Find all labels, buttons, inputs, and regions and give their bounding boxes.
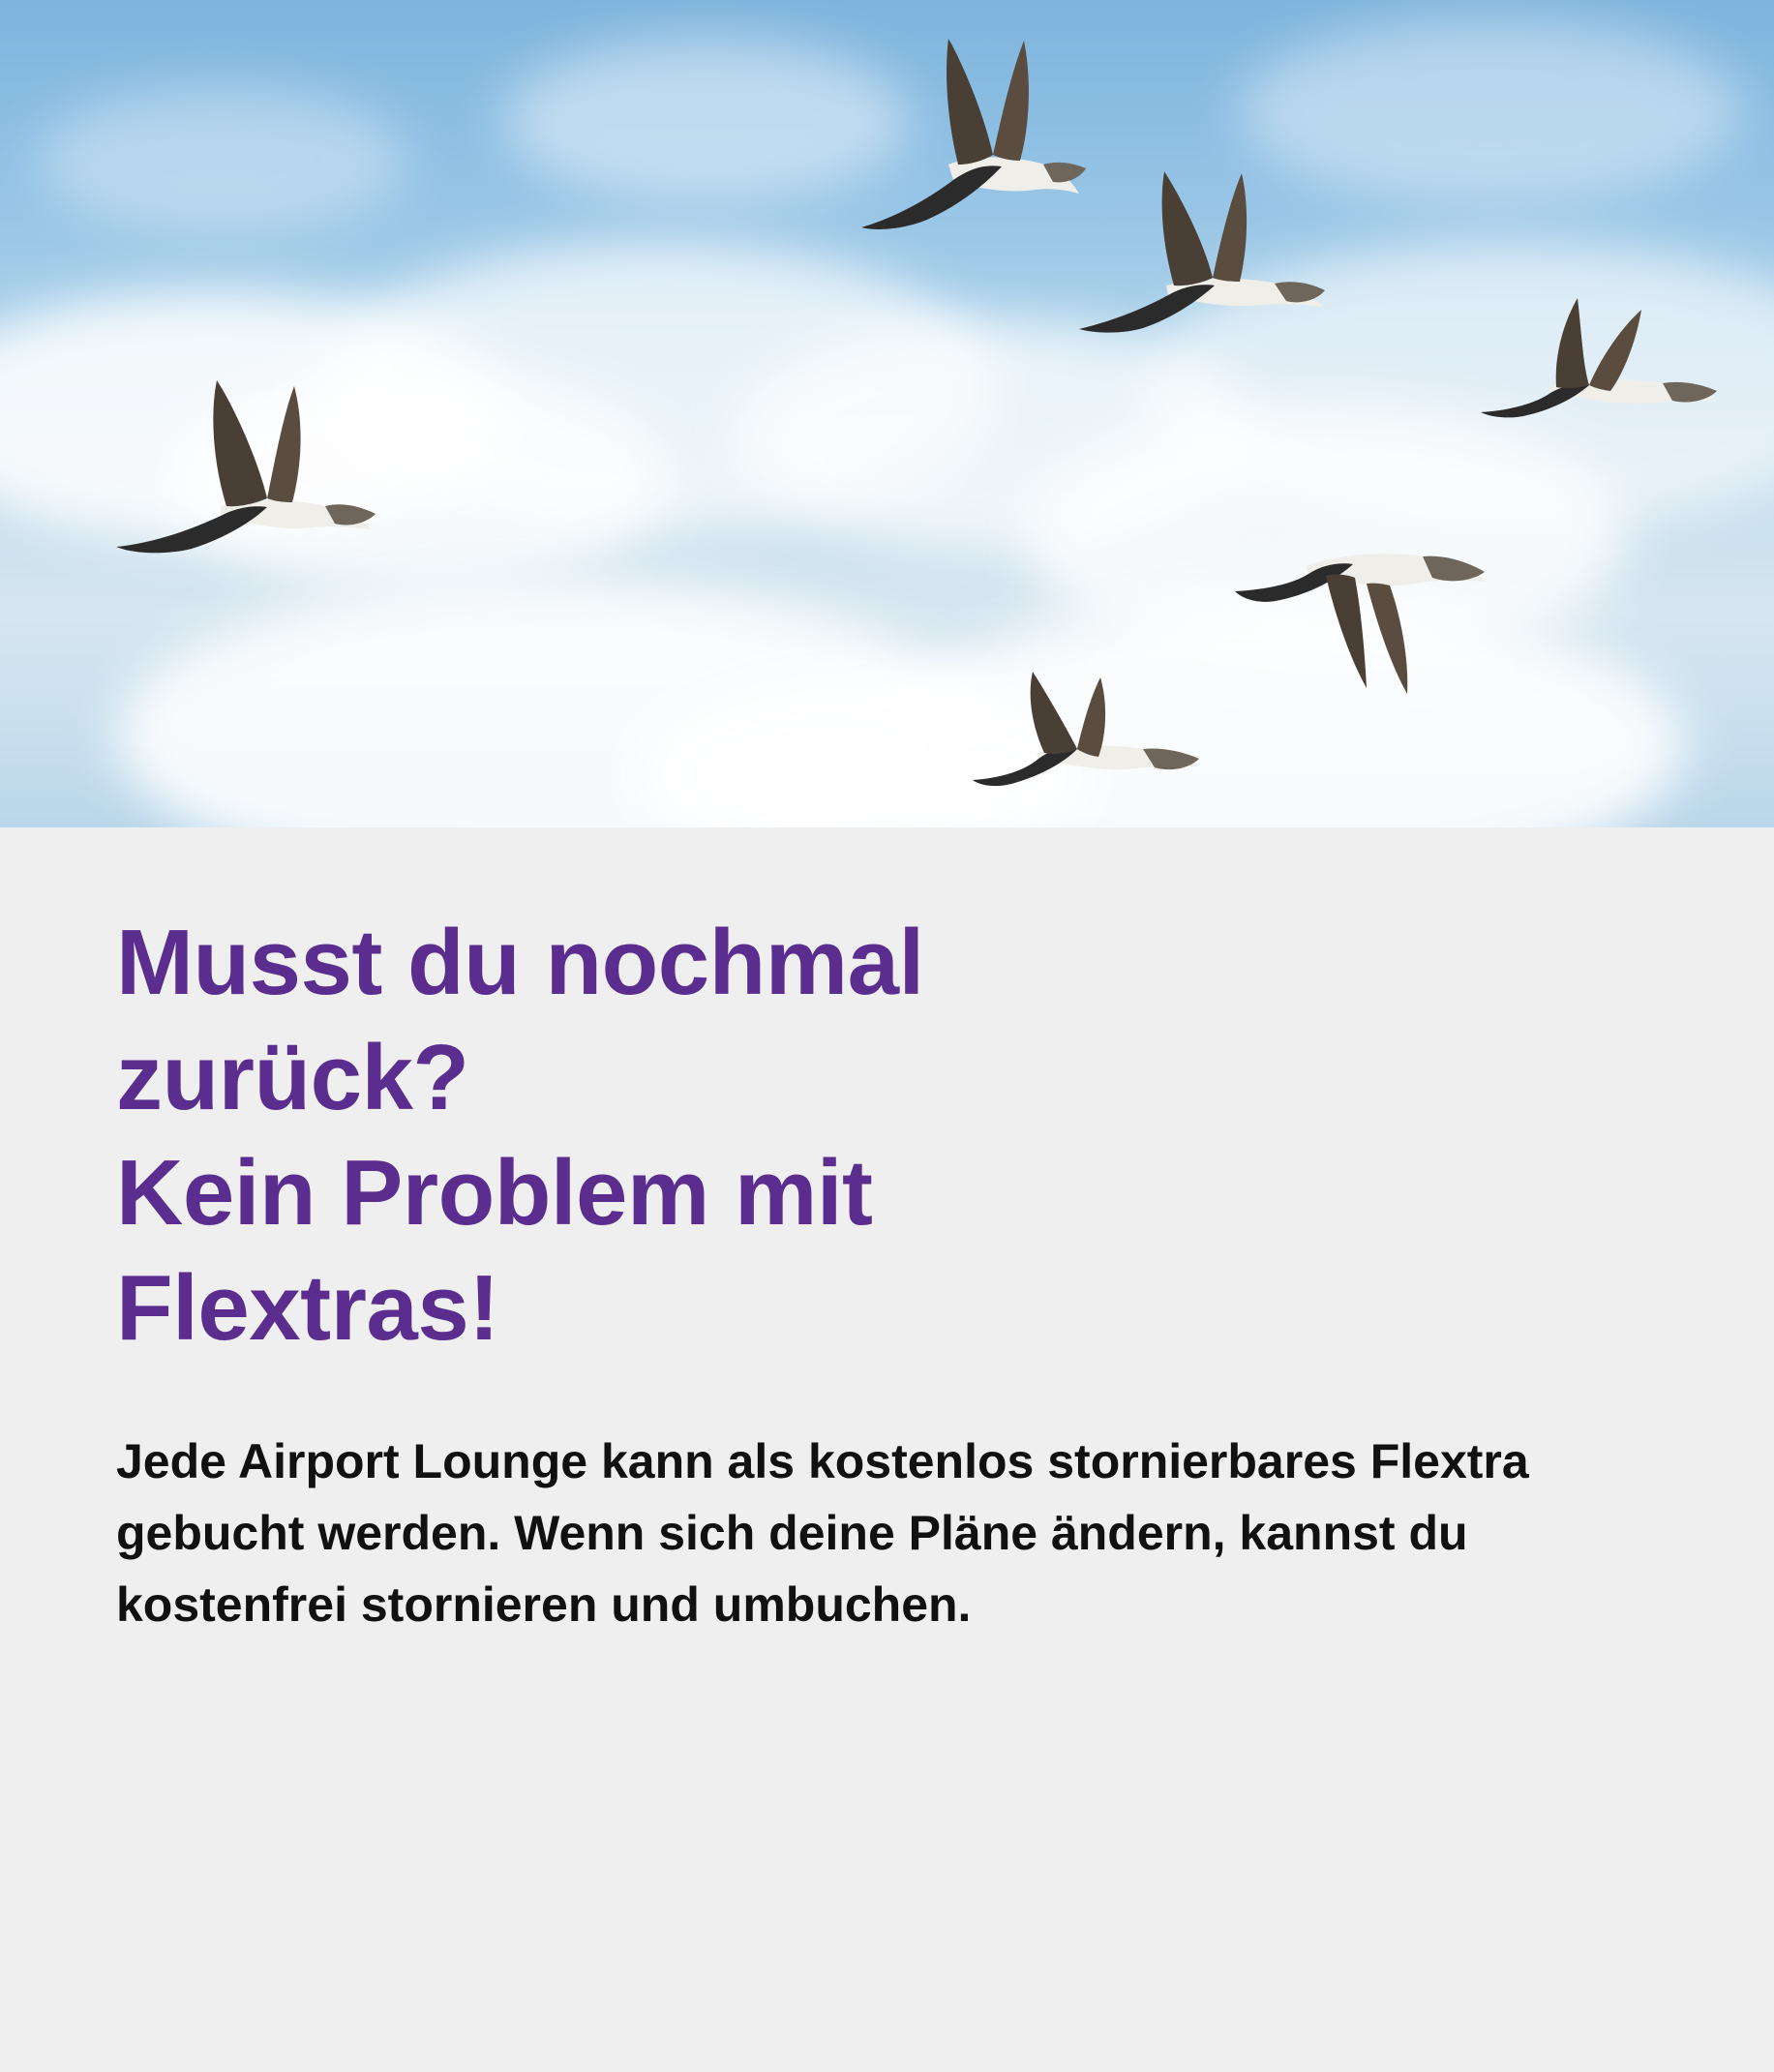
content-section (0, 827, 1774, 2072)
headline-line-3: Kein Problem mit (116, 1141, 873, 1246)
headline-line-1: Musst du nochmal (116, 911, 924, 1014)
headline-line-4: Flextras! (116, 1256, 499, 1361)
goose-icon (1229, 508, 1510, 721)
goose-icon (973, 668, 1215, 803)
cloud-shape (39, 87, 406, 232)
goose-icon (1050, 140, 1340, 334)
hero-image (0, 0, 1774, 827)
page-title (116, 905, 1432, 1366)
goose-icon (1481, 290, 1732, 435)
body-paragraph: Jede Airport Lounge kann als kostenlos stornierbares Flextra gebucht werden. Wenn sich deine Pläne ändern, kannst du kostenfrei stornieren und umbuchen. (116, 1434, 1529, 1633)
headline-line-2: zurück? (116, 1026, 469, 1130)
goose-icon (97, 353, 387, 561)
